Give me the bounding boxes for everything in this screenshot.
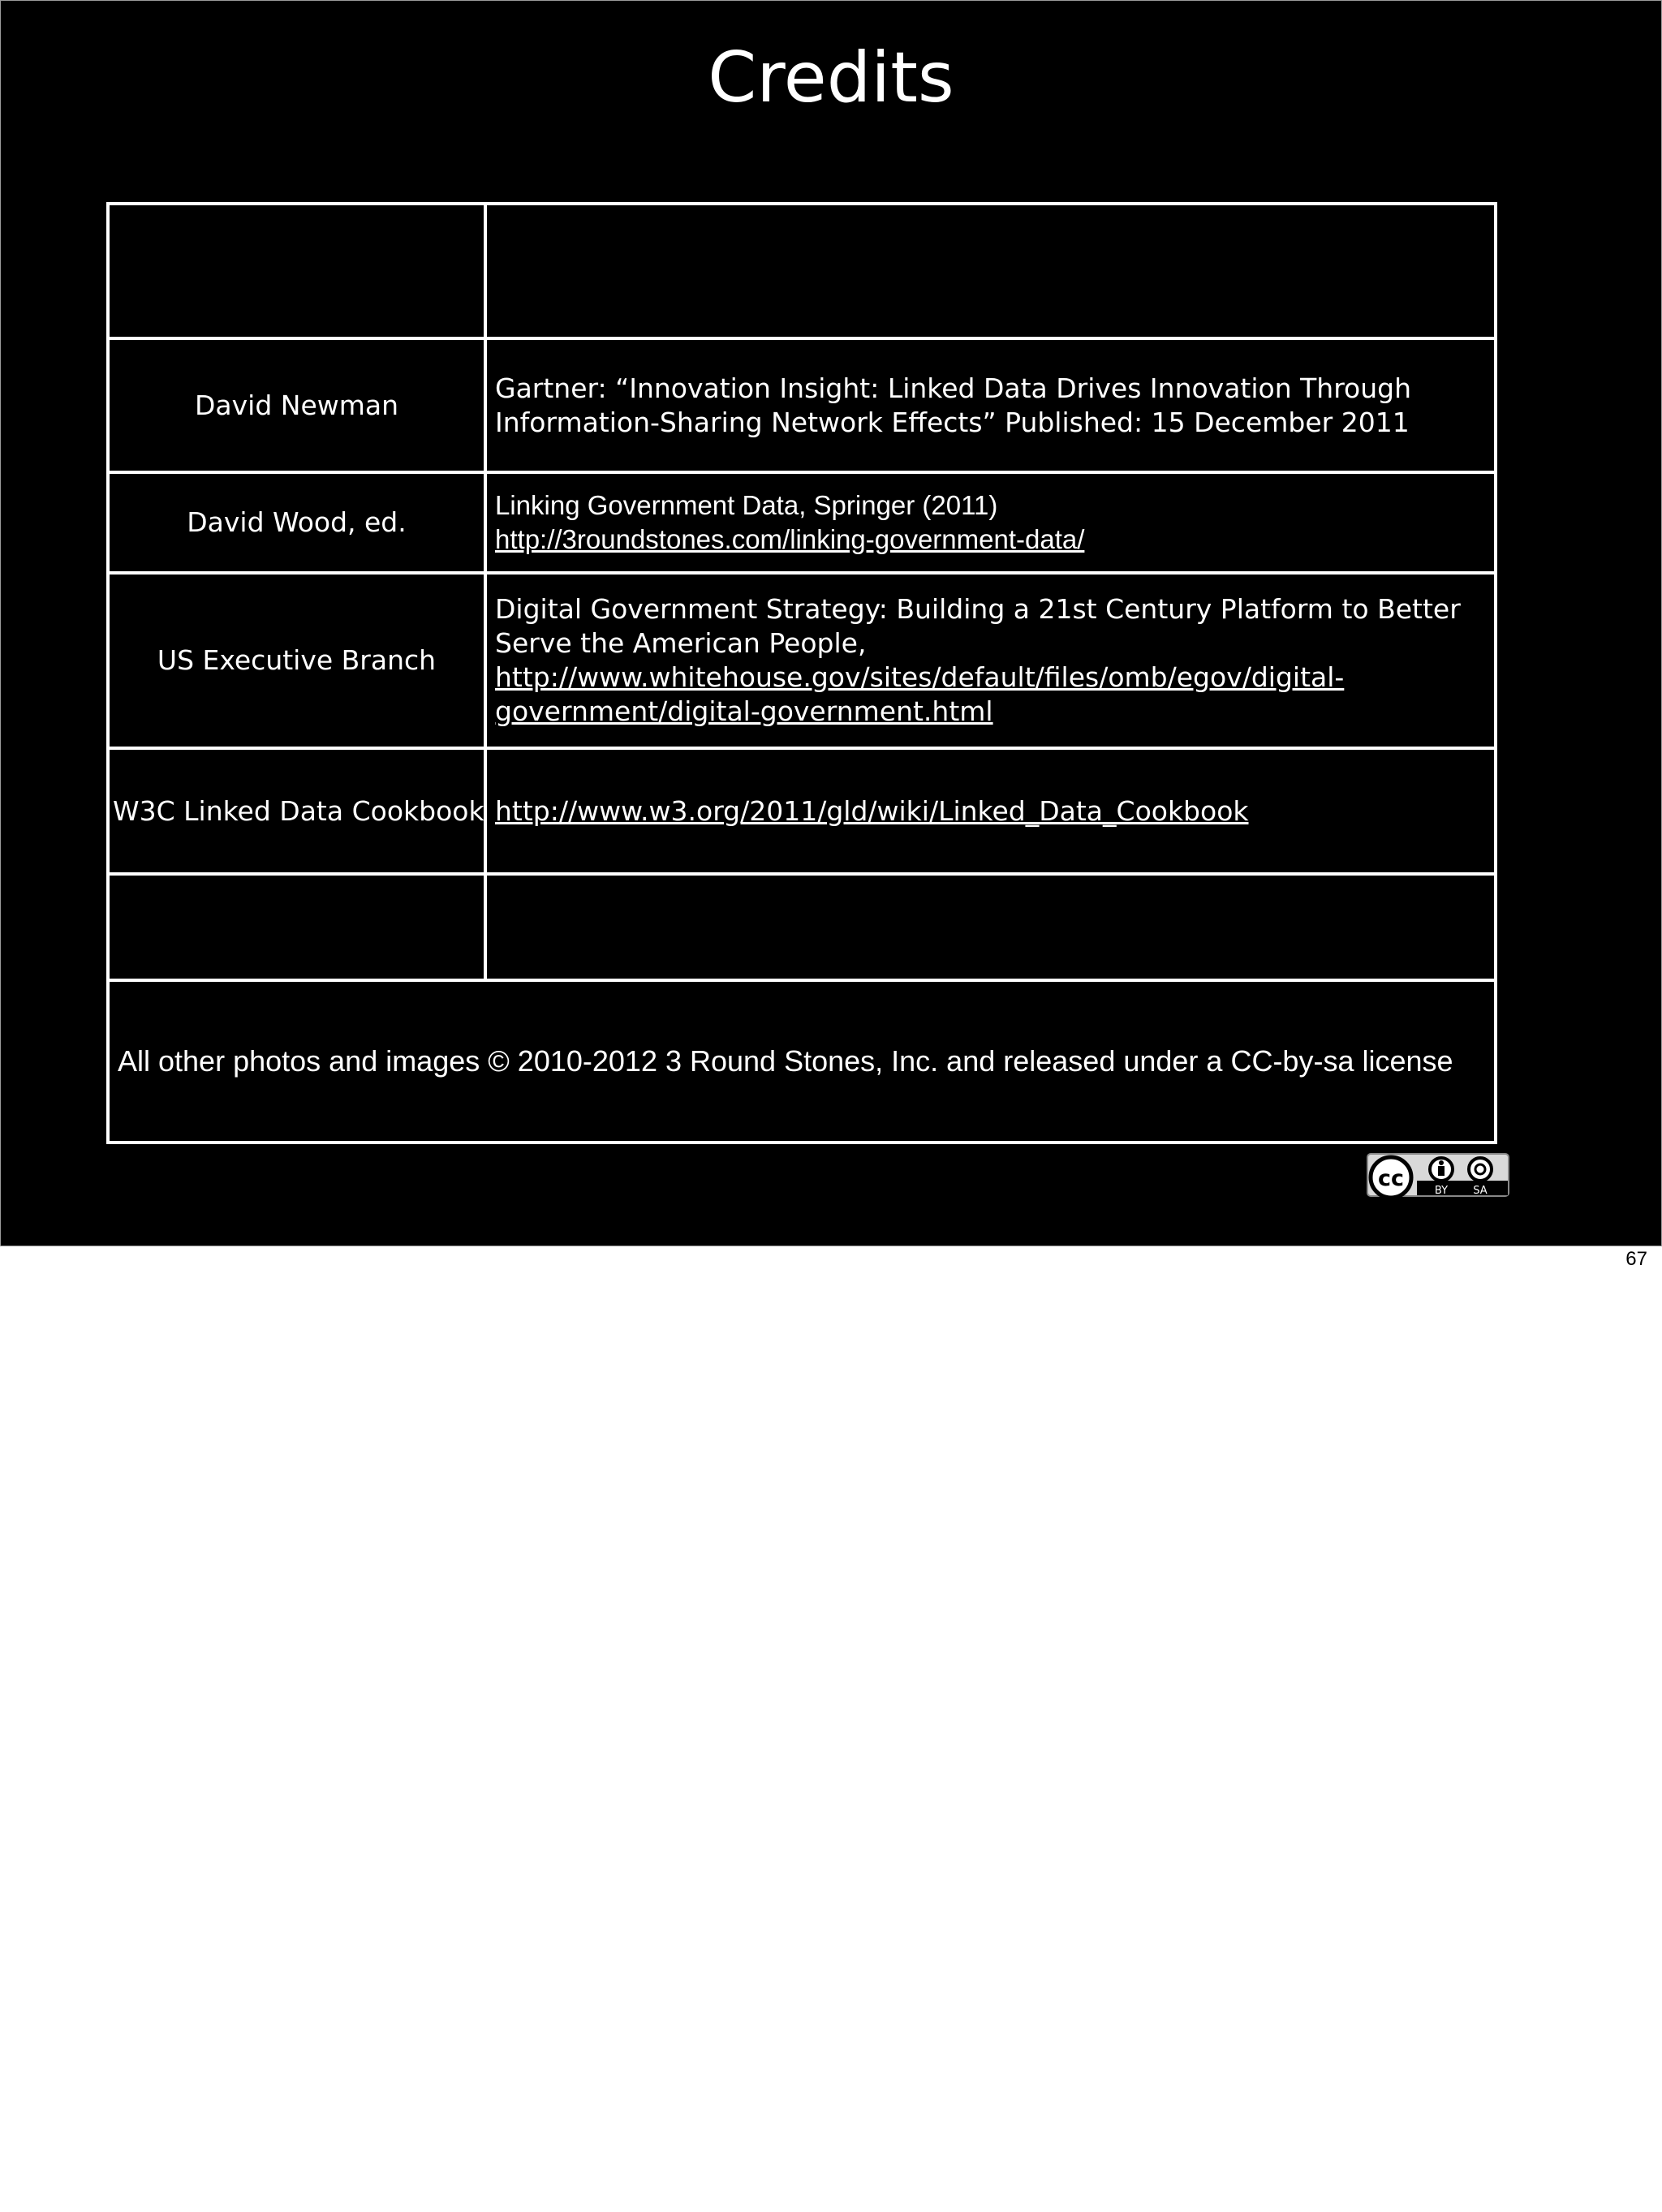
table-row-empty-top (108, 204, 1496, 338)
source-cell: David Wood, ed. (108, 472, 485, 573)
credit-link[interactable]: http://www.whitehouse.gov/sites/default/files/omb/egov/digital-government/digital-government.html (495, 661, 1345, 727)
source-cell: W3C Linked Data Cookbook (108, 748, 485, 874)
table-row-footer (108, 980, 1496, 1143)
svg-text:cc: cc (1377, 1166, 1405, 1191)
description-cell (485, 338, 1496, 472)
credit-text: Linking Government Data, Springer (2011) (495, 490, 998, 520)
cc-by-label: BY (1434, 1185, 1449, 1197)
table-row-david-newman (108, 338, 1496, 472)
credit-text: Gartner: “Innovation Insight: Linked Data Drives Innovation Through Information-Sharing Network Effects” Published: 15 December 2011 (495, 372, 1412, 438)
description-cell (485, 748, 1496, 874)
description-cell (485, 472, 1496, 573)
source-cell (108, 874, 485, 980)
page-number: 67 (1625, 1248, 1647, 1270)
credit-text: Digital Government Strategy: Building a 21st Century Platform to Better Serve the American People, (495, 593, 1461, 659)
cc-sa-label: SA (1473, 1185, 1488, 1197)
credits-table (106, 202, 1497, 1144)
table-row-us-executive-branch (108, 573, 1496, 748)
footer-note: All other photos and images © 2010-2012 3 Round Stones, Inc. and released under a CC-by-sa license (108, 980, 1496, 1143)
source-cell: US Executive Branch (108, 573, 485, 748)
slide-title: Credits (708, 37, 954, 118)
table-row-david-wood (108, 472, 1496, 573)
source-cell: David Newman (108, 338, 485, 472)
description-cell (485, 874, 1496, 980)
table-row-w3c-cookbook (108, 748, 1496, 874)
description-cell (485, 204, 1496, 338)
description-cell (485, 573, 1496, 748)
table-row-empty-bottom (108, 874, 1496, 980)
cc-by-sa-icon (1367, 1153, 1509, 1202)
credit-link[interactable]: http://www.w3.org/2011/gld/wiki/Linked_Data_Cookbook (495, 794, 1249, 827)
credit-link[interactable]: http://3roundstones.com/linking-government-data/ (495, 524, 1085, 554)
source-cell (108, 204, 485, 338)
